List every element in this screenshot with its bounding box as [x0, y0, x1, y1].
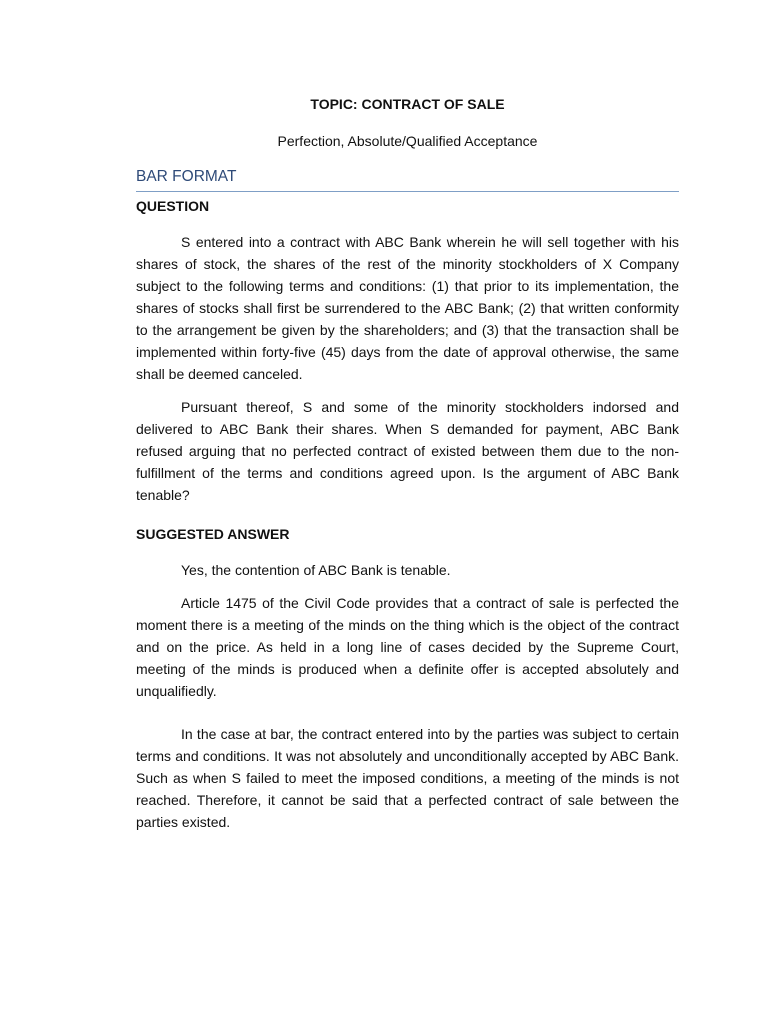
document-title: TOPIC: CONTRACT OF SALE	[310, 96, 505, 112]
answer-paragraph: Article 1475 of the Civil Code provides that a contract of sale is perfected the moment there is a meeting of the minds on the thing which is the object of the contract and on the price. As held in a long line of cases decided by the Supreme Court, meeting of the minds is produced when a definite offer is accepted absolutely and unqualifiedly.	[136, 595, 679, 699]
answer-paragraph: Yes, the contention of ABC Bank is tenable.	[181, 562, 451, 578]
suggested-answer-heading: SUGGESTED ANSWER	[136, 526, 290, 542]
bar-format-heading: BAR FORMAT	[136, 167, 679, 192]
answer-paragraph: In the case at bar, the contract entered into by the parties was subject to certain terms and conditions. It was not absolutely and unconditionally accepted by ABC Bank. Such as when S failed to meet the imposed conditions, a meeting of the minds is not reached. Therefore, it cannot be said that a perfected contract of sale between the parties existed.	[136, 726, 679, 830]
document-content	[136, 95, 679, 833]
document-subtitle: Perfection, Absolute/Qualified Acceptance	[277, 133, 538, 149]
question-heading: QUESTION	[136, 198, 210, 214]
question-paragraph: S entered into a contract with ABC Bank wherein he will sell together with his shares of stock, the shares of the rest of the minority stockholders of X Company subject to the following terms and conditions: (1) that prior to its implementation, the shares of stocks shall first be surrendered to the ABC Bank; (2) that written conformity to the arrangement be given by the shareholders; and (3) that the transaction shall be implemented within forty-five (45) days from the date of approval otherwise, the same shall be deemed canceled.	[136, 234, 679, 382]
question-paragraph: Pursuant thereof, S and some of the minority stockholders indorsed and delivered to ABC Bank their shares. When S demanded for payment, ABC Bank refused arguing that no perfected contract of existed between them due to the non-fulfillment of the terms and conditions agreed upon. Is the argument of ABC Bank tenable?	[136, 399, 679, 503]
